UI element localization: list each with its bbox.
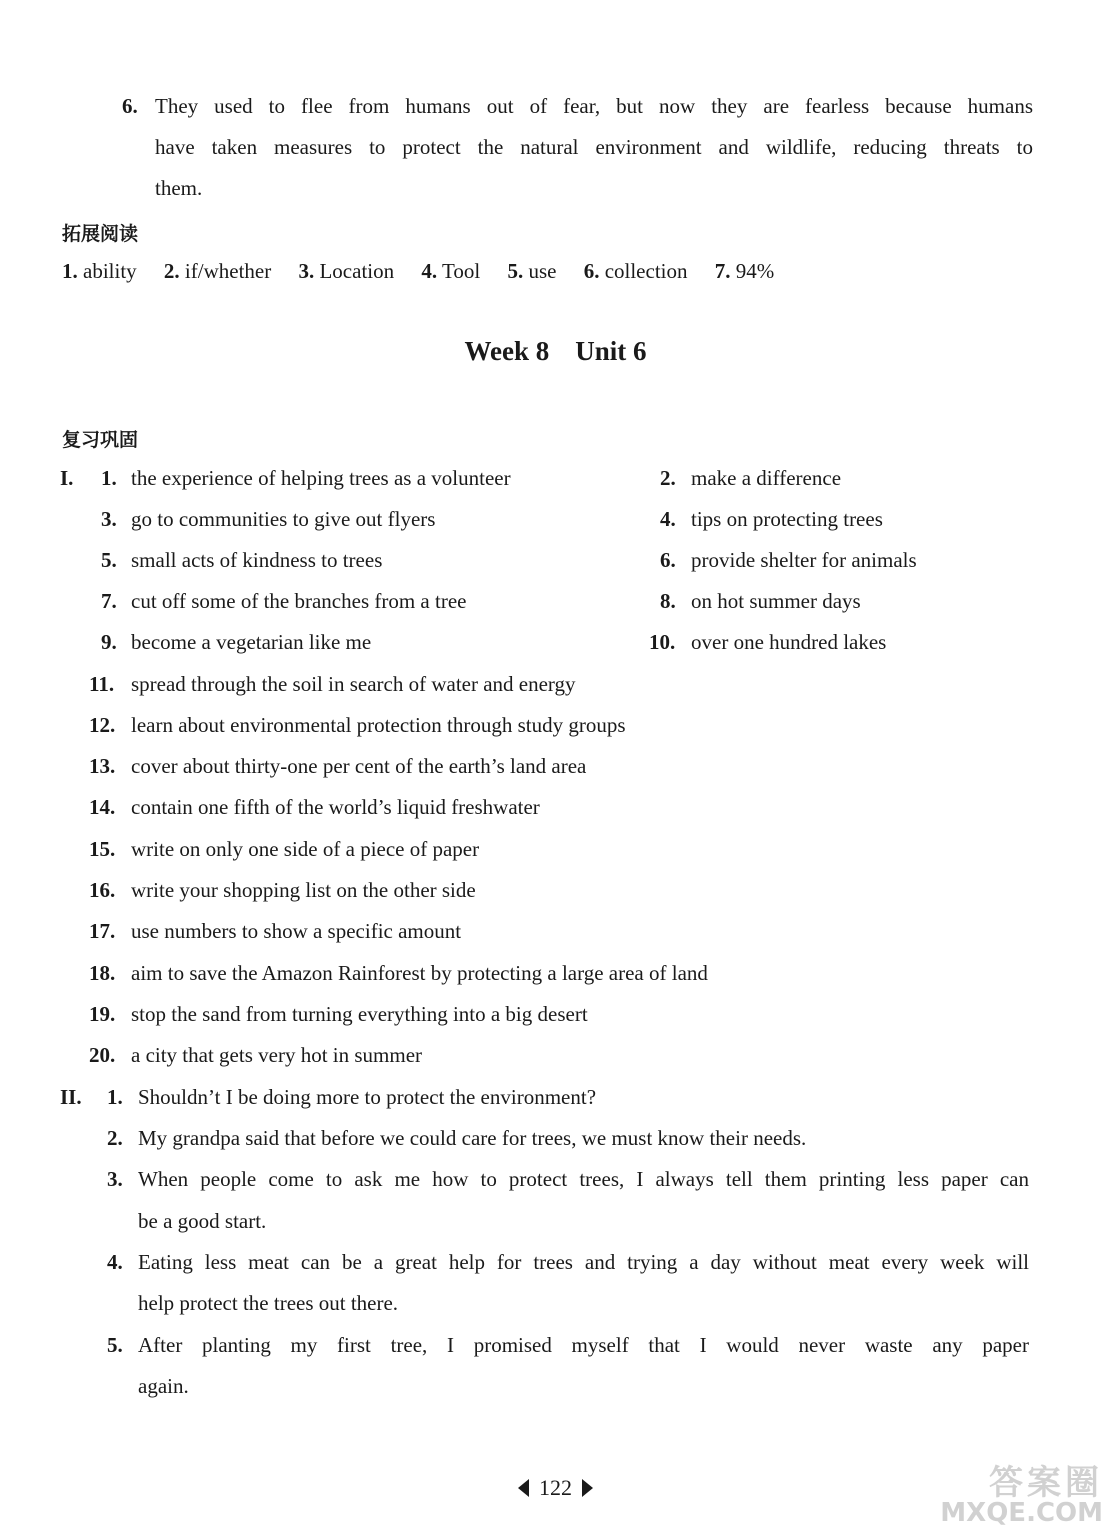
item-text-continued: help protect the trees out there. <box>138 1291 399 1315</box>
answer-text: if/whether <box>184 259 272 283</box>
answer-number: 2. <box>163 259 180 283</box>
item-number: 3. <box>101 507 117 531</box>
item-text: go to communities to give out flyers <box>131 507 436 531</box>
prev-item-line-3: them. <box>155 176 203 200</box>
item-number: 17. <box>89 919 116 943</box>
item-number: 10. <box>649 630 676 654</box>
item-text-continued: be a good start. <box>138 1209 267 1233</box>
item-text: use numbers to show a specific amount <box>131 919 462 943</box>
extended-reading-answers <box>62 259 796 284</box>
item-number: 3. <box>107 1167 123 1191</box>
answer-item <box>298 259 394 283</box>
item-number: 2. <box>107 1126 123 1150</box>
item-number: 4. <box>107 1250 123 1274</box>
answer-number: 5. <box>507 259 524 283</box>
item-number: 8. <box>660 589 676 613</box>
answer-item <box>584 259 688 283</box>
item-text: make a difference <box>691 466 842 490</box>
answer-item <box>507 259 556 283</box>
item-number: 5. <box>107 1333 123 1357</box>
triangle-left-icon <box>518 1479 529 1497</box>
item-text: learn about environmental protection through study groups <box>131 713 626 737</box>
part-1-label: I. <box>60 466 74 490</box>
item-text-continued: again. <box>138 1374 189 1398</box>
item-text: provide shelter for animals <box>691 548 917 572</box>
week-label: Week 8 <box>464 336 550 366</box>
item-text: spread through the soil in search of water and energy <box>131 672 576 696</box>
item-text: write your shopping list on the other side <box>131 878 476 902</box>
answer-text: use <box>528 259 557 283</box>
answer-item <box>421 259 480 283</box>
answer-number: 1. <box>62 259 78 283</box>
item-number: 15. <box>89 837 116 861</box>
answer-number: 3. <box>298 259 315 283</box>
item-number: 11. <box>89 672 115 696</box>
item-number: 14. <box>89 795 116 819</box>
item-number: 19. <box>89 1002 116 1026</box>
item-number: 20. <box>89 1043 116 1067</box>
item-text: small acts of kindness to trees <box>131 548 383 572</box>
item-text: Shouldn’t I be doing more to protect the environment? <box>138 1085 597 1109</box>
watermark-line-1: 答案圈 <box>989 1463 1103 1503</box>
item-number: 16. <box>89 878 116 902</box>
item-text: cut off some of the branches from a tree <box>131 589 467 613</box>
item-number: 1. <box>101 466 117 490</box>
item-number: 2. <box>660 466 676 490</box>
answer-text: 94% <box>735 259 775 283</box>
item-text: over one hundred lakes <box>691 630 887 654</box>
answer-text: collection <box>604 259 688 283</box>
answer-item <box>164 259 271 283</box>
item-text: on hot summer days <box>691 589 861 613</box>
extended-reading-heading: 拓展阅读 <box>62 223 139 245</box>
item-text: a city that gets very hot in summer <box>131 1043 423 1067</box>
item-text: tips on protecting trees <box>691 507 883 531</box>
page-title <box>0 336 1111 367</box>
item-text: stop the sand from turning everything into a big desert <box>131 1002 588 1026</box>
prev-item-line-2: have taken measures to protect the natural environment and wildlife, reducing threats to <box>155 135 1033 159</box>
item-number: 12. <box>89 713 116 737</box>
item-text: When people come to ask me how to protect trees, I always tell them printing less paper can <box>138 1167 1029 1191</box>
answer-item <box>715 259 775 283</box>
item-number: 7. <box>101 589 117 613</box>
unit-label: Unit 6 <box>575 336 647 366</box>
prev-item-number: 6. <box>122 94 138 118</box>
prev-item-line-1: They used to flee from humans out of fear, but now they are fearless because humans <box>155 94 1033 118</box>
item-number: 4. <box>660 507 676 531</box>
part-2-label: II. <box>60 1085 82 1109</box>
review-heading: 复习巩固 <box>62 429 139 451</box>
item-text: Eating less meat can be a great help for trees and trying a day without meat every week will <box>138 1250 1029 1274</box>
answer-number: 4. <box>421 259 438 283</box>
item-text: After planting my first tree, I promised myself that I would never waste any paper <box>138 1333 1029 1357</box>
item-number: 9. <box>101 630 117 654</box>
answer-text: ability <box>83 259 137 283</box>
answer-text: Location <box>319 259 395 283</box>
item-text: become a vegetarian like me <box>131 630 372 654</box>
item-text: the experience of helping trees as a volunteer <box>131 466 511 490</box>
item-text: aim to save the Amazon Rainforest by protecting a large area of land <box>131 961 708 985</box>
page-number-text: 122 <box>539 1475 572 1500</box>
item-number: 5. <box>101 548 117 572</box>
answer-item <box>62 259 137 283</box>
watermark-line-2: MXQE.COM <box>940 1498 1103 1528</box>
item-text: write on only one side of a piece of paper <box>131 837 480 861</box>
item-text: My grandpa said that before we could care for trees, we must know their needs. <box>138 1126 807 1150</box>
item-text: cover about thirty-one per cent of the earth’s land area <box>131 754 587 778</box>
triangle-right-icon <box>582 1479 593 1497</box>
answer-number: 6. <box>583 259 600 283</box>
item-number: 18. <box>89 961 116 985</box>
item-number: 13. <box>89 754 116 778</box>
answer-text: Tool <box>441 259 481 283</box>
item-number: 1. <box>107 1085 123 1109</box>
item-number: 6. <box>660 548 676 572</box>
answer-number: 7. <box>714 259 731 283</box>
item-text: contain one fifth of the world’s liquid freshwater <box>131 795 540 819</box>
watermark-logo <box>940 1463 1103 1528</box>
